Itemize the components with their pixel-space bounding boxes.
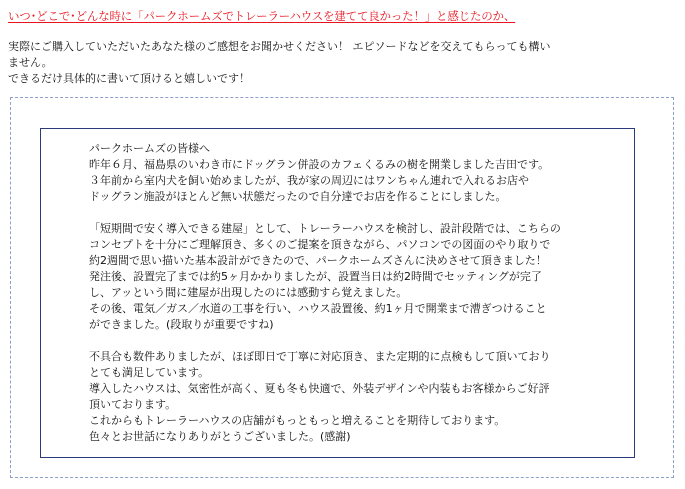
letter-line: 導入したハウスは、気密性が高く、夏も冬も快適で、外装デザインや内装もお客様からご好評 xyxy=(89,382,550,395)
letter-line: ドッグラン施設がほとんど無い状態だったので自分達でお店を作ることにしました。 xyxy=(89,190,507,203)
paragraph-gap xyxy=(89,205,619,221)
letter-line: コンセプトを十分にご理解頂き、多くのご提案を頂きながら、パソコンでの図面のやり取りで xyxy=(89,238,551,251)
instruction-line: できるだけ具体的に書いて頂けると嬉しいです！ xyxy=(8,72,250,85)
letter-line: 不具合も数件ありましたが、ほぼ即日で丁寧に対応頂き、また定期的に点検もして頂いており xyxy=(89,350,551,363)
customer-letter xyxy=(40,128,635,458)
letter-line: 約2週間で思い描いた基本設計ができたので、パークホームズさんに決めさせて頂きました！ xyxy=(89,254,547,267)
survey-instructions xyxy=(8,39,628,87)
letter-line: ができました。(段取りが重要ですね) xyxy=(89,318,274,331)
letter-line: 発注後、設置完了までは約5ヶ月かかりましたが、設置当日は約2時間でセッティングが完了 xyxy=(89,270,542,283)
letter-line: これからもトレーラーハウスの店舗がもっともっと増えることを期待しております。 xyxy=(89,414,506,427)
letter-line: その後、電気／ガス／水道の工事を行い、ハウス設置後、約1ヶ月で開業まで漕ぎつけること xyxy=(89,302,547,315)
letter-line: 色々とお世話になりありがとうございました。(感謝) xyxy=(89,430,351,443)
letter-body xyxy=(89,141,619,445)
letter-line: とても満足しています。 xyxy=(89,366,210,379)
instruction-line: 実際にご購入していただいたあなた様のご感想をお聞かせください！ エピソードなどを交えてもらっても構い xyxy=(8,40,551,53)
letter-line: 昨年６月、福島県のいわき市にドッグラン併設のカフェくるみの樹を開業しました吉田です。 xyxy=(89,158,550,171)
survey-question-heading: いつ･どこで･どんな時に「パークホームズでトレーラーハウスを建てて良かった！」と感じたのか、 xyxy=(8,9,516,23)
letter-line: 「短期間で安く導入できる建屋」として、トレーラーハウスを検討し、設計段階では、こちらの xyxy=(89,222,561,235)
letter-line: し、アッという間に建屋が出現したのには感動すら覚えました。 xyxy=(89,286,408,299)
letter-line: ３年前から室内犬を飼い始めましたが、我が家の周辺にはワンちゃん連れで入れるお店や xyxy=(89,174,529,187)
paragraph-gap xyxy=(89,333,619,349)
instruction-line: ません。 xyxy=(8,56,53,69)
letter-line: パークホームズの皆様へ xyxy=(89,142,210,155)
letter-line: 頂いております。 xyxy=(89,398,177,411)
